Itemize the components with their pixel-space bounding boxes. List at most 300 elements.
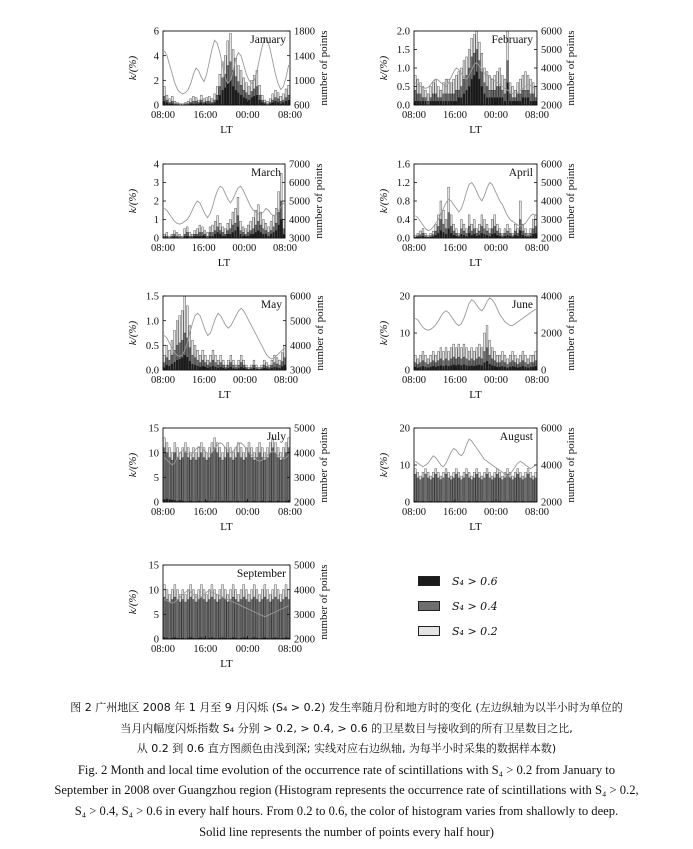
bar-s04-36 [507, 474, 509, 502]
bar-s06-35 [256, 95, 258, 105]
bar-s04-15 [203, 600, 205, 639]
bar-s04-43 [525, 478, 527, 502]
bar-s06-40 [517, 101, 519, 105]
bar-s06-30 [491, 98, 493, 105]
right-tick-label-0: 2000 [541, 233, 562, 245]
bar-s06-33 [499, 98, 501, 105]
x-tick-label-2: 00:00 [233, 375, 257, 386]
bar-s04-31 [245, 600, 247, 639]
bar-s04-10 [190, 597, 192, 639]
x-tick-label-3: 08:00 [525, 375, 549, 386]
caption-zh-line-1: 图 2 广州地区 2008 年 1 月至 9 月闪烁 (S₄ > 0.2) 发生率随月份和地方时的变化 (左边纵轴为以半小时为单位的 [70, 701, 623, 714]
y-axis-label: k/(%) [378, 452, 390, 478]
bar-s04-34 [501, 480, 503, 502]
bar-s06-38 [512, 366, 514, 370]
bar-s06-12 [445, 366, 447, 370]
right-tick-label-2: 4000 [294, 585, 315, 597]
left-tick-label-1: 10 [399, 460, 410, 472]
bar-s06-10 [440, 101, 442, 105]
caption-en-line-1: Fig. 2 Month and local time evolution of the occurrence rate of scintillations with S₄ > 0.2 from January to [77, 762, 616, 777]
bar-s06-46 [532, 101, 534, 105]
right-tick-label-3: 1800 [294, 26, 315, 38]
bar-s04-42 [522, 480, 524, 502]
bar-s06-9 [186, 357, 188, 370]
left-tick-label-1: 0.5 [145, 340, 159, 352]
bar-s04-8 [185, 602, 187, 639]
y-axis-label: k/(%) [127, 188, 139, 214]
right-tick-label-1: 4000 [290, 340, 311, 352]
left-tick-label-0: 0.0 [396, 100, 410, 112]
bar-s06-31 [494, 98, 496, 105]
bar-s04-0 [163, 597, 165, 639]
bar-s06-9 [437, 101, 439, 105]
panel-title: April [508, 167, 533, 179]
bar-s06-36 [507, 83, 509, 105]
bar-s06-18 [460, 234, 462, 238]
bar-s04-35 [256, 600, 258, 639]
bar-s06-45 [278, 225, 280, 238]
bar-s06-24 [476, 72, 478, 105]
x-tick-label-0: 08:00 [151, 644, 175, 655]
bar-s06-15 [453, 101, 455, 105]
bar-s06-11 [443, 232, 445, 238]
bar-s04-15 [203, 458, 205, 502]
right-tick-label-1: 3000 [541, 215, 562, 227]
bar-s06-46 [281, 367, 283, 370]
bar-s06-23 [473, 234, 475, 238]
bar-s04-5 [427, 478, 429, 502]
bar-s06-36 [255, 232, 257, 238]
left-tick-label-3: 1.2 [396, 178, 410, 190]
bar-s04-21 [468, 478, 470, 502]
bar-s04-30 [243, 597, 245, 639]
x-tick-label-3: 08:00 [525, 507, 549, 518]
x-tick-label-1: 16:00 [191, 243, 216, 254]
bar-s06-41 [519, 101, 521, 105]
bar-s06-25 [478, 365, 480, 370]
x-tick-label-0: 08:00 [402, 243, 426, 254]
bar-s04-2 [169, 602, 171, 639]
x-tick-label-1: 16:00 [193, 644, 218, 655]
bar-s06-21 [217, 232, 219, 238]
bar-s04-45 [282, 600, 284, 639]
x-axis-label: LT [469, 389, 482, 401]
x-tick-label-0: 08:00 [151, 243, 175, 254]
y2-axis-label: number of points [313, 163, 325, 239]
bar-s06-2 [168, 366, 170, 370]
bar-s04-0 [414, 474, 416, 502]
bar-s06-16 [455, 101, 457, 105]
y-axis-label: k/(%) [378, 320, 390, 346]
bar-s06-2 [419, 101, 421, 105]
bar-s04-28 [237, 453, 239, 502]
bar-s06-29 [489, 364, 491, 370]
bar-s04-47 [535, 478, 537, 502]
panel-february [378, 27, 577, 136]
right-tick-label-3: 5000 [294, 560, 315, 572]
bar-s06-47 [535, 366, 537, 370]
bar-s06-22 [471, 366, 473, 370]
bar-s06-21 [468, 233, 470, 238]
bar-s04-5 [177, 458, 179, 502]
bar-s04-38 [264, 597, 266, 639]
panel-july [127, 424, 330, 533]
panel-april [378, 160, 577, 269]
x-tick-label-1: 16:00 [443, 110, 467, 121]
bar-s04-12 [445, 474, 447, 502]
bar-s06-47 [288, 100, 290, 105]
bar-s06-30 [240, 234, 242, 238]
panel-title: February [491, 34, 533, 46]
bar-s06-42 [270, 234, 272, 238]
bar-s06-21 [468, 366, 470, 370]
legend-item-s06 [418, 572, 538, 590]
bar-s04-25 [230, 458, 232, 502]
bar-s06-7 [432, 101, 434, 105]
left-tick-label-2: 4 [153, 51, 159, 63]
bar-s06-29 [240, 95, 242, 105]
right-tick-label-0: 2000 [541, 100, 562, 112]
bar-s04-23 [224, 600, 226, 639]
bar-s04-21 [219, 458, 221, 502]
left-tick-label-0: 0.0 [396, 233, 410, 245]
panel-title: March [250, 167, 281, 179]
x-tick-label-0: 08:00 [151, 375, 175, 386]
bar-s04-27 [484, 478, 486, 502]
bar-s06-6 [179, 359, 181, 370]
x-axis-label: LT [469, 124, 482, 136]
bar-s06-27 [484, 94, 486, 105]
left-tick-label-4: 1.6 [396, 159, 410, 171]
bar-s06-35 [252, 234, 254, 238]
bar-s04-13 [448, 478, 450, 502]
bar-s04-17 [458, 478, 460, 502]
left-tick-label-3: 15 [148, 560, 159, 572]
x-tick-label-3: 08:00 [278, 110, 302, 121]
left-tick-label-1: 5 [153, 609, 159, 621]
right-tick-label-2: 5000 [290, 316, 311, 328]
bar-s06-26 [232, 87, 234, 106]
left-tick-label-3: 3 [153, 178, 159, 190]
left-tick-label-2: 0.8 [396, 196, 410, 208]
panel-title: September [236, 568, 286, 580]
bar-s04-27 [235, 458, 237, 502]
right-tick-label-0: 2000 [541, 497, 562, 509]
bar-s06-12 [194, 365, 196, 370]
bar-s06-28 [486, 98, 488, 105]
y2-axis-label: number of points [565, 427, 577, 503]
points-line [415, 183, 535, 231]
bar-s06-28 [486, 361, 488, 370]
bar-s06-25 [230, 80, 232, 105]
left-tick-label-2: 1.0 [145, 316, 159, 328]
right-tick-label-1: 3000 [541, 82, 562, 94]
bar-s04-38 [512, 480, 514, 502]
right-tick-label-1: 4000 [289, 215, 310, 227]
right-tick-label-0: 2000 [294, 634, 315, 646]
legend-label-s06: S₄ > 0.6 [452, 574, 498, 588]
bar-s04-2 [419, 480, 421, 502]
bar-s06-4 [425, 101, 427, 105]
x-tick-label-1: 16:00 [443, 507, 467, 518]
x-tick-label-2: 00:00 [484, 110, 508, 121]
bar-s04-8 [435, 474, 437, 502]
bar-s04-26 [232, 597, 234, 639]
bar-s06-19 [212, 366, 214, 370]
left-tick-label-0: 0 [153, 497, 159, 509]
left-tick-label-0: 0 [153, 100, 159, 112]
bar-s06-21 [219, 95, 221, 105]
bar-s06-3 [422, 101, 424, 105]
bar-s04-44 [527, 474, 529, 502]
left-tick-label-0: 0 [153, 634, 159, 646]
bar-s06-27 [235, 90, 237, 105]
bar-s04-39 [514, 478, 516, 502]
bar-s04-43 [277, 600, 279, 639]
bar-s06-8 [184, 355, 186, 370]
bar-s04-15 [453, 478, 455, 502]
bar-s06-46 [280, 220, 282, 239]
x-axis-label: LT [469, 521, 482, 533]
x-axis-label: LT [220, 124, 233, 136]
bar-s06-22 [471, 79, 473, 105]
bar-s04-17 [208, 600, 210, 639]
bar-s04-6 [430, 480, 432, 502]
bar-s04-43 [277, 458, 279, 502]
bar-s04-46 [532, 480, 534, 502]
bar-s06-30 [491, 366, 493, 370]
bar-s04-9 [187, 458, 189, 502]
bar-s04-29 [240, 458, 242, 502]
bar-s04-20 [216, 453, 218, 502]
left-tick-label-0: 0 [404, 497, 410, 509]
bar-s04-14 [450, 480, 452, 502]
legend-swatch-s04 [418, 601, 440, 611]
bar-s06-29 [489, 98, 491, 105]
bar-s06-18 [460, 98, 462, 105]
bar-s04-11 [443, 478, 445, 502]
bar-s04-9 [187, 600, 189, 639]
right-tick-label-0: 600 [294, 100, 310, 112]
bar-s04-22 [222, 597, 224, 639]
bar-s04-36 [259, 602, 261, 639]
left-tick-label-2: 20 [399, 423, 410, 435]
bar-s04-11 [192, 600, 194, 639]
x-tick-label-1: 16:00 [443, 375, 467, 386]
bar-s06-40 [265, 234, 267, 238]
bar-s04-31 [494, 478, 496, 502]
bar-s06-14 [450, 101, 452, 105]
bar-s04-44 [280, 602, 282, 639]
right-tick-label-3: 5000 [541, 45, 562, 57]
caption-en-line-3: S₄ > 0.4, S₄ > 0.6 in every half hours. From 0.2 to 0.6, the color of histogram varies from shallowly to deep. [74, 803, 619, 818]
bar-s04-11 [192, 458, 194, 502]
x-tick-label-1: 16:00 [443, 243, 467, 254]
bar-s06-11 [443, 366, 445, 370]
bar-s04-30 [243, 460, 245, 502]
bar-s06-22 [222, 90, 224, 105]
bar-s04-10 [190, 460, 192, 502]
bar-s04-25 [478, 478, 480, 502]
bar-s04-32 [248, 602, 250, 639]
panel-title: June [511, 299, 533, 311]
bar-s06-10 [189, 361, 191, 370]
panel-title: January [250, 34, 286, 46]
bar-s04-16 [206, 460, 208, 502]
left-tick-label-2: 10 [148, 585, 159, 597]
bar-s06-9 [437, 366, 439, 370]
y2-axis-label: number of points [318, 427, 330, 503]
panel-title: July [266, 431, 286, 443]
bar-s04-46 [285, 597, 287, 639]
bar-s04-1 [417, 478, 419, 502]
bar-s04-7 [182, 600, 184, 639]
x-axis-label: LT [220, 521, 233, 533]
bar-s06-38 [512, 101, 514, 105]
bar-s06-26 [481, 233, 483, 238]
figure-caption [14, 698, 679, 842]
right-tick-label-2: 4000 [541, 63, 562, 75]
bar-s04-27 [235, 600, 237, 639]
left-tick-label-4: 2.0 [396, 26, 410, 38]
bar-s04-33 [251, 600, 253, 639]
bar-s04-16 [206, 602, 208, 639]
bar-s04-20 [216, 602, 218, 639]
panel-june [378, 292, 577, 401]
bar-s04-19 [214, 448, 216, 502]
right-tick-label-2: 1400 [294, 51, 315, 63]
bar-s06-17 [458, 98, 460, 105]
bar-s04-28 [237, 602, 239, 639]
y-axis-label: k/(%) [127, 320, 139, 346]
bar-s04-6 [179, 602, 181, 639]
bar-s04-37 [261, 458, 263, 502]
x-tick-label-2: 00:00 [235, 644, 260, 655]
bar-s04-4 [174, 453, 176, 502]
bar-s06-24 [227, 83, 229, 105]
x-tick-label-1: 16:00 [193, 110, 218, 121]
bar-s04-33 [251, 458, 253, 502]
right-tick-label-0: 2000 [294, 497, 315, 509]
bar-s06-26 [229, 234, 231, 238]
bar-s04-35 [256, 458, 258, 502]
points-line [164, 186, 283, 224]
bar-s06-13 [448, 229, 450, 238]
x-tick-label-3: 08:00 [273, 243, 297, 254]
legend-label-s04: S₄ > 0.4 [452, 599, 498, 613]
bar-s04-0 [163, 448, 165, 502]
bar-s04-6 [179, 460, 181, 502]
bar-s04-16 [455, 474, 457, 502]
bar-s06-21 [468, 87, 470, 106]
y2-axis-label: number of points [565, 163, 577, 239]
bar-s04-12 [195, 602, 197, 639]
bar-s06-0 [414, 101, 416, 105]
bar-s06-14 [450, 366, 452, 370]
bar-s06-26 [481, 87, 483, 106]
bar-s06-42 [522, 366, 524, 370]
bar-s06-5 [176, 360, 178, 370]
bar-s04-34 [253, 597, 255, 639]
bar-s04-37 [261, 600, 263, 639]
y2-axis-label: number of points [318, 30, 330, 106]
bar-s04-40 [517, 474, 519, 502]
bar-s06-47 [283, 234, 285, 238]
bar-s04-25 [230, 600, 232, 639]
bar-s06-47 [535, 233, 537, 238]
bar-s06-20 [466, 90, 468, 105]
bar-s04-1 [166, 600, 168, 639]
bar-s04-45 [282, 458, 284, 502]
bar-s06-17 [458, 365, 460, 370]
bar-s06-19 [463, 365, 465, 370]
bar-s06-15 [202, 366, 204, 370]
y-axis-label: k/(%) [127, 55, 139, 81]
bar-s06-18 [460, 366, 462, 370]
bar-s06-1 [417, 101, 419, 105]
bar-s06-28 [237, 93, 239, 105]
left-tick-label-3: 1.5 [145, 291, 159, 303]
bar-s04-26 [481, 480, 483, 502]
bar-s06-27 [484, 363, 486, 370]
right-tick-label-1: 3000 [294, 609, 315, 621]
right-tick-label-3: 5000 [294, 423, 315, 435]
left-tick-label-1: 5 [153, 472, 159, 484]
bar-s04-18 [211, 597, 213, 639]
bar-s06-13 [448, 366, 450, 370]
right-tick-label-2: 4000 [541, 196, 562, 208]
left-tick-label-3: 6 [153, 26, 159, 38]
bar-s04-32 [496, 474, 498, 502]
legend-item-s04 [418, 597, 538, 615]
bar-s06-3 [171, 364, 173, 370]
right-tick-label-1: 2000 [541, 328, 562, 340]
bar-s06-32 [496, 98, 498, 105]
bar-s04-41 [272, 448, 274, 502]
right-tick-label-3: 5000 [541, 178, 562, 190]
legend-swatch-s06 [418, 576, 440, 586]
bar-s04-3 [422, 478, 424, 502]
bar-s06-47 [284, 365, 286, 370]
right-tick-label-1: 3000 [294, 472, 315, 484]
y2-axis-label: number of points [314, 295, 326, 371]
bar-s06-46 [285, 101, 287, 105]
bar-s04-38 [264, 460, 266, 502]
bar-s04-37 [509, 478, 511, 502]
bar-s06-30 [491, 234, 493, 238]
y-axis-label: k/(%) [378, 188, 390, 214]
bar-s04-36 [259, 453, 261, 502]
right-tick-label-4: 7000 [289, 159, 310, 171]
bar-s06-39 [514, 101, 516, 105]
bar-s06-35 [504, 101, 506, 105]
bar-s04-13 [198, 458, 200, 502]
x-tick-label-3: 08:00 [274, 375, 298, 386]
bar-s04-41 [272, 600, 274, 639]
bar-s06-25 [227, 234, 229, 238]
legend-item-s02 [418, 622, 538, 640]
left-tick-label-1: 1 [153, 215, 159, 227]
bar-s06-10 [440, 231, 442, 238]
right-tick-label-0: 0 [541, 365, 547, 377]
left-tick-label-3: 15 [148, 423, 159, 435]
bar-s04-26 [232, 460, 234, 502]
x-tick-label-2: 00:00 [232, 243, 257, 254]
bar-s06-37 [509, 101, 511, 105]
bar-s04-24 [476, 474, 478, 502]
bar-s04-47 [288, 600, 290, 639]
bar-s04-3 [171, 600, 173, 639]
